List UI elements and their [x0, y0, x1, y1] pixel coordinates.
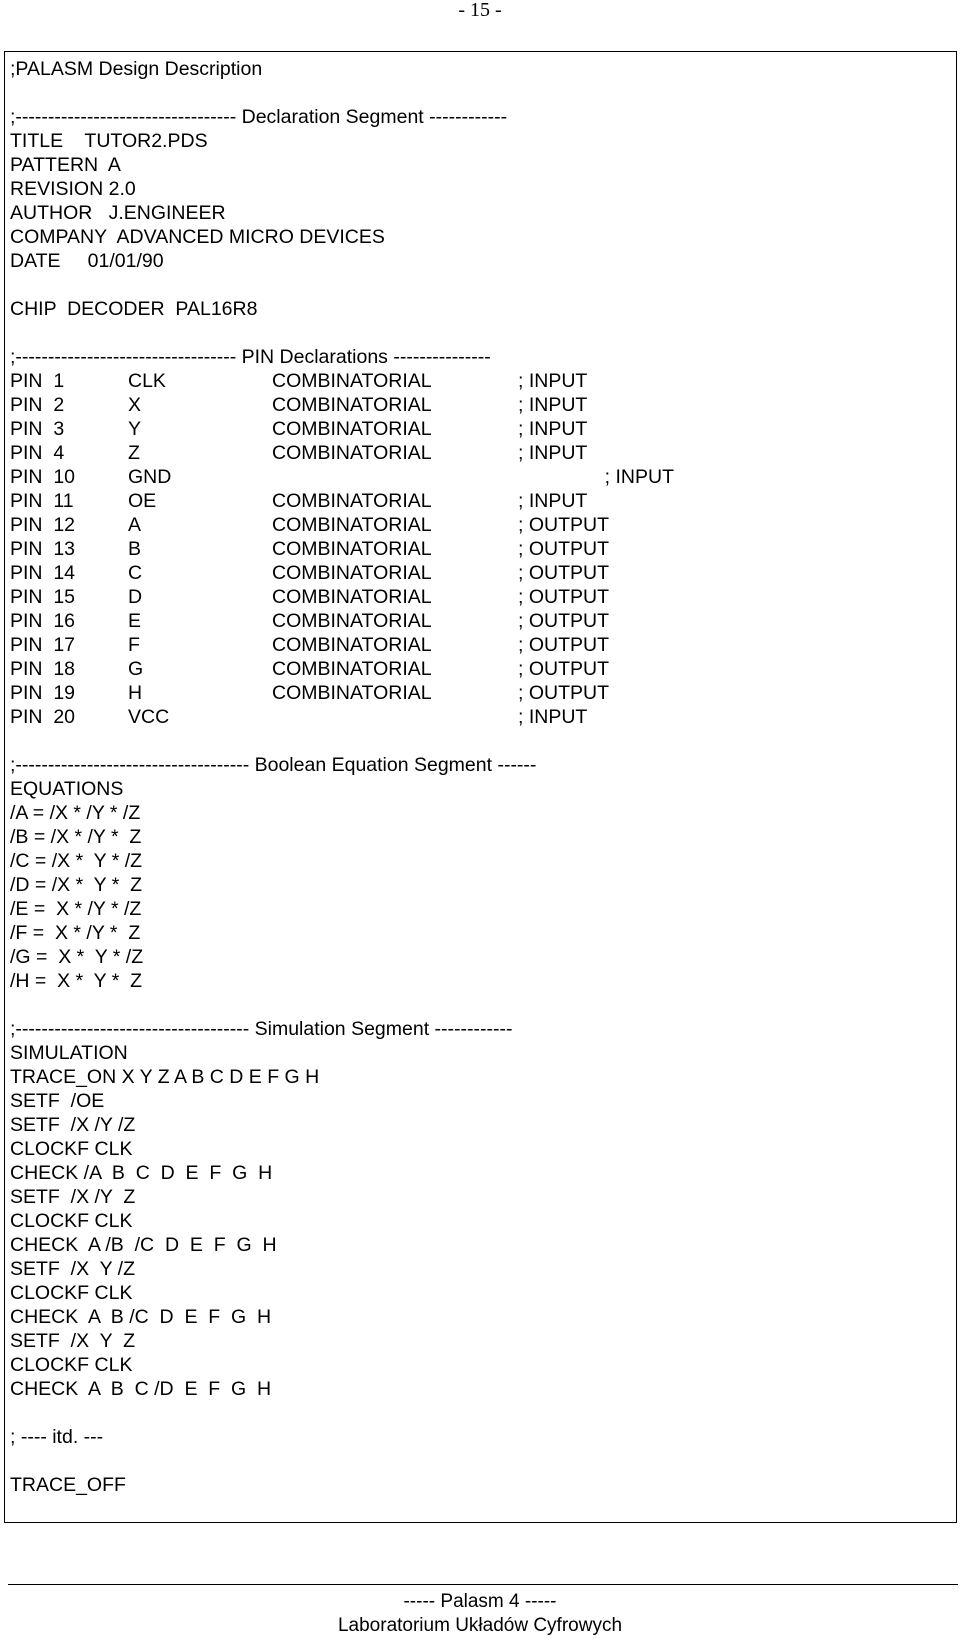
footer-rule — [8, 1584, 958, 1585]
code-lines — [10, 57, 956, 1497]
code-listing-box — [4, 51, 957, 1523]
pin-row — [10, 513, 956, 537]
spacer — [10, 1401, 956, 1425]
pin-name: G — [128, 658, 144, 680]
pin-row — [10, 681, 956, 705]
simulation-line: CHECK /A B C D E F G H — [10, 1162, 273, 1184]
pin-comment: ; OUTPUT — [518, 682, 609, 704]
boolean-divider: ;------------------------------------ Boolean Equation Segment ------ — [10, 754, 537, 776]
equation-line: /D = /X * Y * Z — [10, 874, 143, 896]
equation-line: /G = X * Y * /Z — [10, 946, 144, 968]
pin-name: A — [128, 514, 142, 536]
pin-name: H — [128, 682, 143, 704]
pin-comment: ; OUTPUT — [518, 562, 609, 584]
pin-number: PIN 11 — [10, 490, 74, 512]
simulation-line: CLOCKF CLK — [10, 1354, 133, 1376]
footer-subtitle: Laboratorium Układów Cyfrowych — [337, 1615, 623, 1636]
footer-title: ----- Palasm 4 ----- — [403, 1591, 557, 1612]
pin-name: GND — [128, 466, 172, 488]
chip-line: CHIP DECODER PAL16R8 — [10, 298, 258, 320]
pin-type: COMBINATORIAL — [272, 634, 432, 656]
simulation-line: CLOCKF CLK — [10, 1282, 133, 1304]
simulation-line: CHECK A B C /D E F G H — [10, 1378, 272, 1400]
simulation-line: SETF /X Y Z — [10, 1330, 135, 1352]
pin-name: E — [128, 610, 142, 632]
spacer — [10, 273, 956, 297]
pin-row — [10, 633, 956, 657]
pin-type: COMBINATORIAL — [272, 394, 432, 416]
pin-number: PIN 19 — [10, 682, 76, 704]
pin-name: Y — [128, 418, 142, 440]
declaration-line: TITLE TUTOR2.PDS — [10, 130, 208, 152]
pin-number: PIN 15 — [10, 586, 76, 608]
pin-comment: ; INPUT — [518, 418, 588, 440]
pin-divider: ;---------------------------------- PIN Declarations --------------- — [10, 346, 491, 368]
pin-number: PIN 17 — [10, 634, 76, 656]
pin-number: PIN 20 — [10, 706, 76, 728]
pin-name: X — [128, 394, 142, 416]
declaration-line: AUTHOR J.ENGINEER — [10, 202, 226, 224]
pin-type: COMBINATORIAL — [272, 418, 432, 440]
pin-row — [10, 705, 956, 729]
equation-line: /F = X * /Y * Z — [10, 922, 141, 944]
pin-name: Z — [128, 442, 140, 464]
pin-name: F — [128, 634, 140, 656]
pin-comment: ; OUTPUT — [518, 634, 609, 656]
spacer — [10, 729, 956, 753]
pin-number: PIN 10 — [10, 466, 76, 488]
spacer — [10, 321, 956, 345]
pin-comment: ; INPUT — [518, 706, 588, 728]
simulation-line: SETF /OE — [10, 1090, 105, 1112]
pin-row — [10, 489, 956, 513]
simulation-line: CLOCKF CLK — [10, 1138, 133, 1160]
pin-number: PIN 4 — [10, 442, 65, 464]
pin-row — [10, 657, 956, 681]
pin-number: PIN 16 — [10, 610, 76, 632]
pin-type: COMBINATORIAL — [272, 658, 432, 680]
simulation-line: SETF /X /Y /Z — [10, 1114, 136, 1136]
simulation-line: TRACE_ON X Y Z A B C D E F G H — [10, 1066, 320, 1088]
pin-name: VCC — [128, 706, 170, 728]
pin-comment: ; INPUT — [518, 466, 675, 488]
pin-number: PIN 13 — [10, 538, 76, 560]
declaration-divider: ;---------------------------------- Declaration Segment ------------ — [10, 106, 508, 128]
pin-row — [10, 369, 956, 393]
declaration-line: DATE 01/01/90 — [10, 250, 164, 272]
simulation-line: SIMULATION — [10, 1042, 128, 1064]
pin-row — [10, 441, 956, 465]
pin-comment: ; OUTPUT — [518, 658, 609, 680]
pin-comment: ; INPUT — [518, 370, 588, 392]
simulation-line: CHECK A B /C D E F G H — [10, 1306, 272, 1328]
pin-type: COMBINATORIAL — [272, 490, 432, 512]
simulation-line: CHECK A /B /C D E F G H — [10, 1234, 277, 1256]
header-comment: ;PALASM Design Description — [10, 58, 263, 80]
equation-line: /E = X * /Y * /Z — [10, 898, 142, 920]
pin-row — [10, 585, 956, 609]
declaration-line: COMPANY ADVANCED MICRO DEVICES — [10, 226, 385, 248]
spacer — [10, 993, 956, 1017]
simulation-line: SETF /X Y /Z — [10, 1258, 135, 1280]
pin-comment: ; INPUT — [518, 394, 588, 416]
simulation-lines — [10, 1041, 956, 1401]
equation-line: EQUATIONS — [10, 778, 124, 800]
pin-comment: ; OUTPUT — [518, 610, 609, 632]
pin-number: PIN 1 — [10, 370, 65, 392]
pin-type: COMBINATORIAL — [272, 562, 432, 584]
pin-comment: ; INPUT — [518, 490, 588, 512]
simulation-line: CLOCKF CLK — [10, 1210, 133, 1232]
pin-name: D — [128, 586, 143, 608]
pin-name: CLK — [128, 370, 166, 392]
page-number: - 15 - — [458, 0, 502, 21]
pin-row — [10, 417, 956, 441]
pin-type: COMBINATORIAL — [272, 682, 432, 704]
equation-line: /C = /X * Y * /Z — [10, 850, 143, 872]
equation-lines — [10, 777, 956, 993]
equation-line: /B = /X * /Y * Z — [10, 826, 142, 848]
simulation-divider: ;------------------------------------ Simulation Segment ------------ — [10, 1018, 513, 1040]
pin-row — [10, 537, 956, 561]
pin-number: PIN 2 — [10, 394, 65, 416]
pin-type: COMBINATORIAL — [272, 610, 432, 632]
pin-number: PIN 12 — [10, 514, 76, 536]
pin-row — [10, 393, 956, 417]
simulation-line: SETF /X /Y Z — [10, 1186, 136, 1208]
declaration-line: REVISION 2.0 — [10, 178, 136, 200]
equation-line: /A = /X * /Y * /Z — [10, 802, 141, 824]
pin-comment: ; INPUT — [518, 442, 588, 464]
declaration-line: PATTERN A — [10, 154, 121, 176]
pin-comment: ; OUTPUT — [518, 538, 609, 560]
pin-name: C — [128, 562, 143, 584]
pin-name: OE — [128, 490, 157, 512]
pin-row — [10, 609, 956, 633]
trace-off-line: TRACE_OFF — [10, 1474, 126, 1496]
spacer — [10, 81, 956, 105]
pin-type: COMBINATORIAL — [272, 538, 432, 560]
spacer — [10, 1449, 956, 1473]
pin-comment: ; OUTPUT — [518, 586, 609, 608]
equation-line: /H = X * Y * Z — [10, 970, 143, 992]
pin-number: PIN 14 — [10, 562, 76, 584]
declaration-lines — [10, 129, 956, 273]
pin-declaration-lines — [10, 369, 956, 729]
pin-type: COMBINATORIAL — [272, 442, 432, 464]
pin-comment: ; OUTPUT — [518, 514, 609, 536]
pin-row — [10, 561, 956, 585]
pin-number: PIN 3 — [10, 418, 65, 440]
pin-type: COMBINATORIAL — [272, 514, 432, 536]
etc-comment: ; ---- itd. --- — [10, 1426, 104, 1448]
pin-number: PIN 18 — [10, 658, 76, 680]
pin-row — [10, 465, 956, 489]
pin-type: COMBINATORIAL — [272, 586, 432, 608]
pin-type: COMBINATORIAL — [272, 370, 432, 392]
pin-name: B — [128, 538, 142, 560]
